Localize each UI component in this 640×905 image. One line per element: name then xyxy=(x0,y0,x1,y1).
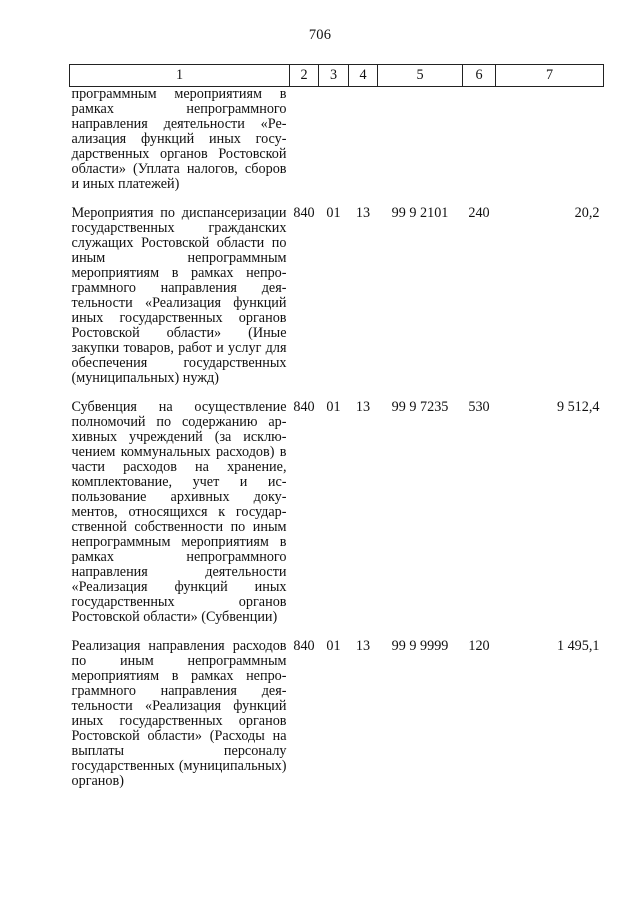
column-header-2: 2 xyxy=(290,65,319,87)
row-description: Мероприятия по диспансеризации государственных гражданских служащих Ростовской области по иным непрограммным мероприятиям в рамках непрограммного направления деятельности «Реализация функций иных государственных органов Ростовской области» (Иные закупки товаров, работ и услуг для обеспечения государственных (муниципальных) нужд) xyxy=(71,205,287,386)
column-header-3: 3 xyxy=(319,65,349,87)
column-header-5: 5 xyxy=(378,65,463,87)
table-row xyxy=(70,206,604,386)
table-row xyxy=(70,400,604,625)
table-row xyxy=(70,87,604,193)
page-number: 706 xyxy=(308,27,332,43)
row-col7: 1 495,1 xyxy=(556,638,600,654)
column-header-4: 4 xyxy=(349,65,378,87)
column-header-6: 6 xyxy=(463,65,496,87)
row-col5: 99 9 2101 xyxy=(391,205,449,221)
row-col2: 840 xyxy=(293,205,315,221)
table-row xyxy=(70,639,604,789)
row-col5: 99 9 9999 xyxy=(391,638,449,654)
column-header-7: 7 xyxy=(496,65,604,87)
row-spacer xyxy=(70,192,604,206)
row-col4: 13 xyxy=(355,399,371,415)
budget-table xyxy=(69,64,604,789)
table-header-row xyxy=(70,65,604,87)
row-description: программным мероприятиям в рамках непрограммного направления деятельности «Реализация функций иных государственных органов Ростовской области» (Уплата налогов, сборов и иных платежей) xyxy=(71,86,287,192)
row-col6: 120 xyxy=(468,638,490,654)
row-col5: 99 9 7235 xyxy=(391,399,449,415)
row-col2: 840 xyxy=(293,399,315,415)
row-description: Субвенция на осуществление полномочий по содержанию архивных учреждений (за исключением коммунальных расходов) в части расходов на хранение, комплектование, учет и использование архивных документов, относящихся к государственной собственности по иным непрограммным мероприятиям в рамках непрограммного направления деятельности «Реализация функций иных государственных органов Ростовской области» (Субвенции) xyxy=(71,399,287,625)
row-col7 xyxy=(496,87,604,193)
row-col2 xyxy=(290,87,319,193)
row-col3 xyxy=(319,87,349,193)
row-col7: 20,2 xyxy=(574,205,600,221)
row-col4 xyxy=(349,87,378,193)
row-description: Реализация направления расходов по иным непрограммным мероприятиям в рамках непрограммного направления деятельности «Реализация функций иных государственных органов Ростовской области» (Расходы на выплаты персоналу государственных (муниципальных) органов) xyxy=(71,638,287,789)
row-col7: 9 512,4 xyxy=(556,399,600,415)
row-col2: 840 xyxy=(293,638,315,654)
row-col6 xyxy=(463,87,496,193)
row-spacer xyxy=(70,386,604,400)
row-col4: 13 xyxy=(355,205,371,221)
row-col3: 01 xyxy=(326,638,341,654)
row-col3: 01 xyxy=(326,399,341,415)
row-col6: 530 xyxy=(468,399,490,415)
row-col3: 01 xyxy=(326,205,341,221)
row-col5 xyxy=(378,87,463,193)
row-col4: 13 xyxy=(355,638,371,654)
column-header-1: 1 xyxy=(70,65,290,87)
row-spacer xyxy=(70,625,604,639)
row-col6: 240 xyxy=(468,205,490,221)
